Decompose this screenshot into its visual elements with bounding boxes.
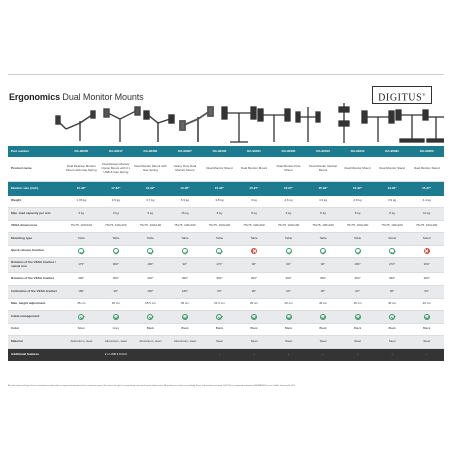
check-icon <box>355 314 361 320</box>
check-icon <box>113 314 119 320</box>
table-cell: 15-27" <box>237 181 272 196</box>
table-cell: Black <box>202 323 237 335</box>
table-cell: Black <box>133 323 168 335</box>
table-row <box>8 257 444 272</box>
comparison-table-body <box>8 146 444 361</box>
table-row <box>8 310 444 323</box>
table-cell: 9 kg <box>99 207 134 220</box>
table-cell: Steel <box>306 335 341 348</box>
table-cell: 8 kg <box>237 207 272 220</box>
table-cell: 180° <box>133 257 168 272</box>
title-rest: Dual Monitor Mounts <box>62 92 144 102</box>
table-cell: 90° <box>375 285 410 298</box>
row-label: VESA dimensions <box>8 220 64 232</box>
table-cell: 13-35" <box>168 181 203 196</box>
table-cell: 175° <box>64 257 99 272</box>
table-cell: 15-27" <box>271 181 306 196</box>
table-cell: 10 kg <box>409 207 444 220</box>
cell-check <box>64 310 99 323</box>
table-cell: 90° <box>237 285 272 298</box>
table-cell: 31.5 cm <box>202 298 237 310</box>
table-cell: Steel <box>237 335 272 348</box>
cell-check <box>340 245 375 257</box>
row-label: Product name <box>8 157 64 181</box>
cell-check <box>237 310 272 323</box>
cell-check <box>133 310 168 323</box>
cross-icon <box>251 248 257 254</box>
table-cell: 8 kg <box>271 207 306 220</box>
table-cell: 360° <box>340 272 375 285</box>
table-cell: 8 kg <box>340 207 375 220</box>
table-cell: 15-32" <box>340 181 375 196</box>
table-cell: DA-90400 <box>202 146 237 157</box>
table-cell: 90° <box>306 257 341 272</box>
table-cell: DA-90350 <box>64 146 99 157</box>
table-cell: Table <box>99 232 134 245</box>
table-cell: 75x75, 100x100 <box>340 220 375 232</box>
product-image-2 <box>104 107 140 142</box>
product-image-11 <box>427 117 444 142</box>
table-cell: 75x75, 100x100 <box>99 220 134 232</box>
table-cell: Table <box>237 232 272 245</box>
cell-cross <box>237 245 272 257</box>
table-cell: 90° <box>202 285 237 298</box>
table-cell: 75x75, 100x100 <box>133 220 168 232</box>
cell-check <box>133 245 168 257</box>
cell-check <box>64 245 99 257</box>
table-cell: Steel <box>202 335 237 348</box>
row-label: Material <box>8 335 64 348</box>
comparison-table <box>8 146 444 361</box>
table-cell: 9 kg <box>64 207 99 220</box>
check-icon <box>320 248 326 254</box>
table-cell: - <box>237 348 272 361</box>
row-label: Part number <box>8 146 64 157</box>
table-cell: 46 cm <box>306 298 341 310</box>
check-icon <box>182 248 188 254</box>
table-cell: 75x75, 100x100 <box>306 220 341 232</box>
table-cell: 360° <box>409 257 444 272</box>
table-cell: 45 cm <box>64 298 99 310</box>
row-label: Inclination of the VESA bracket <box>8 285 64 298</box>
table-cell: 360° <box>306 272 341 285</box>
check-icon <box>355 248 361 254</box>
table-cell: 75x75, 100x100 <box>64 220 99 232</box>
table-cell: 3.7 kg <box>133 196 168 207</box>
table-cell: Dual Monitor Mount with Gas Spring <box>133 157 168 181</box>
product-image-9 <box>362 111 394 142</box>
table-cell: 360° <box>133 272 168 285</box>
logo-text: DIGITUS <box>378 92 423 104</box>
table-cell: Dual Monitor Stand <box>409 157 444 181</box>
check-icon <box>389 314 395 320</box>
table-cell: 90° <box>271 285 306 298</box>
cell-check <box>271 310 306 323</box>
table-cell: 13-32" <box>375 181 410 196</box>
product-image-3 <box>144 111 174 142</box>
table-cell: Aluminium, steel <box>168 335 203 348</box>
check-icon <box>113 248 119 254</box>
table-cell: 90° <box>340 285 375 298</box>
table-cell: DA-90363 <box>409 146 444 157</box>
table-cell: 360° <box>409 272 444 285</box>
table-cell: - <box>375 348 410 361</box>
table-cell: DA-90317 <box>99 146 134 157</box>
check-icon <box>182 314 188 320</box>
check-icon <box>320 314 326 320</box>
table-cell: 360° <box>64 272 99 285</box>
product-images-strip <box>8 101 444 145</box>
table-row <box>8 298 444 310</box>
row-label: Max. height adjustment <box>8 298 64 310</box>
row-label: Rotation of the VESA bracket / swivel arm <box>8 257 64 272</box>
cell-check <box>409 310 444 323</box>
table-cell: 75x75, 100x100 <box>202 220 237 232</box>
product-image-1 <box>56 111 95 141</box>
cell-cross <box>409 245 444 257</box>
table-cell: Aluminium, steel <box>99 335 134 348</box>
table-cell: Dual Monitor Mount <box>340 157 375 181</box>
check-icon <box>286 314 292 320</box>
table-cell: Dual Monitor Mount <box>202 157 237 181</box>
table-cell: Black <box>271 323 306 335</box>
table-cell: Black <box>237 323 272 335</box>
table-cell: - <box>306 348 341 361</box>
table-cell: Table <box>271 232 306 245</box>
table-row <box>8 348 444 361</box>
table-cell: Dual Monitor Pole Mount <box>271 157 306 181</box>
header-divider <box>8 74 444 75</box>
table-cell: Table <box>306 232 341 245</box>
table-cell: Heavy Duty Dual Monitor Mount <box>168 157 203 181</box>
table-cell: DA-90401 <box>237 146 272 157</box>
table-cell: 4.4 kg <box>409 196 444 207</box>
table-cell: DA-90405 <box>271 146 306 157</box>
table-cell: 45 cm <box>237 298 272 310</box>
table-cell: Dual Design Monitor Clamp Mount with 2 x USB & Gas Spring <box>99 157 134 181</box>
cell-check <box>340 310 375 323</box>
table-cell: DA-90381 <box>375 146 410 157</box>
row-label: Quick release function <box>8 245 64 257</box>
table-cell: Black <box>375 323 410 335</box>
table-cell: Black <box>409 323 444 335</box>
table-row <box>8 157 444 181</box>
table-cell: 180° <box>340 257 375 272</box>
table-cell: - <box>340 348 375 361</box>
cell-check <box>202 245 237 257</box>
table-cell: 360° <box>99 272 134 285</box>
table-cell: Steel <box>340 335 375 348</box>
table-cell: 15-32" <box>64 181 99 196</box>
check-icon <box>286 248 292 254</box>
product-image-8 <box>339 103 349 143</box>
product-image-4 <box>180 107 213 142</box>
table-cell: 35.5 cm <box>133 298 168 310</box>
cross-icon <box>424 248 430 254</box>
table-cell: 3.8 kg <box>202 196 237 207</box>
check-icon <box>78 314 84 320</box>
cell-check <box>202 310 237 323</box>
table-row <box>8 207 444 220</box>
table-cell: 4.6 kg <box>271 196 306 207</box>
cell-check <box>99 310 134 323</box>
table-cell: Stand <box>375 232 410 245</box>
title-bold: Ergonomics <box>9 92 61 102</box>
table-cell: 35 cm <box>99 298 134 310</box>
product-image-7 <box>296 107 320 142</box>
table-cell: DA-90327 <box>168 146 203 157</box>
table-cell: 90° <box>237 257 272 272</box>
row-label: Rotation of the VESA bracket <box>8 272 64 285</box>
cell-check <box>168 245 203 257</box>
table-row <box>8 232 444 245</box>
table-cell <box>133 348 168 361</box>
table-cell: 4.3 kg <box>306 196 341 207</box>
row-label: Cable management <box>8 310 64 323</box>
table-cell: 270° <box>375 257 410 272</box>
table-cell: 2.8 kg <box>340 196 375 207</box>
table-cell: Dual Monitor Mount <box>237 157 272 181</box>
table-cell: Silver <box>64 323 99 335</box>
table-cell: 46 cm <box>375 298 410 310</box>
table-cell: 1.45 kg <box>64 196 99 207</box>
row-label: Monitor size (inch) <box>8 181 64 196</box>
cell-check <box>99 245 134 257</box>
table-cell <box>64 348 99 361</box>
table-cell: Black <box>340 323 375 335</box>
table-cell: Dual Desktop Monitor Mount with Gas Spring <box>64 157 99 181</box>
table-cell: 45 cm <box>340 298 375 310</box>
table-cell: 270° <box>202 257 237 272</box>
table-row <box>8 196 444 207</box>
table-cell: 180° <box>133 285 168 298</box>
table-cell: Steel <box>271 335 306 348</box>
table-row <box>8 335 444 348</box>
table-cell: 9 kg <box>133 207 168 220</box>
table-cell: 180° <box>64 285 99 298</box>
check-icon <box>251 314 257 320</box>
product-image-10 <box>396 110 428 142</box>
table-cell <box>168 348 203 361</box>
table-cell: 75x75, 100x100 <box>237 220 272 232</box>
row-label: Max. load capacity per arm <box>8 207 64 220</box>
product-image-6 <box>258 109 290 142</box>
table-cell: 90° <box>409 285 444 298</box>
cell-check <box>306 310 341 323</box>
table-cell: Stand <box>409 232 444 245</box>
table-cell: 13-32" <box>133 181 168 196</box>
table-cell: 180° <box>168 285 203 298</box>
table-cell: Table <box>133 232 168 245</box>
cell-check <box>168 310 203 323</box>
table-cell: 17-32" <box>99 181 134 196</box>
check-icon <box>389 248 395 254</box>
table-cell: Aluminium, steel <box>64 335 99 348</box>
table-cell: 15 kg <box>168 207 203 220</box>
table-cell: Dual Monitor Stand <box>375 157 410 181</box>
table-cell: Black <box>306 323 341 335</box>
table-cell: DA-90310 <box>340 146 375 157</box>
table-cell: - <box>271 348 306 361</box>
table-cell: 6.9 kg <box>168 196 203 207</box>
table-cell: Black <box>168 323 203 335</box>
table-cell: Table <box>202 232 237 245</box>
table-cell: 8 kg <box>202 207 237 220</box>
cell-check <box>271 245 306 257</box>
table-cell: 46 cm <box>409 298 444 310</box>
cell-check <box>306 245 341 257</box>
table-cell: 15-27" <box>409 181 444 196</box>
table-row <box>8 285 444 298</box>
table-cell: 15-32" <box>306 181 341 196</box>
check-icon <box>147 248 153 254</box>
logo-registered: ® <box>422 92 426 97</box>
table-cell: 3.6 kg <box>99 196 134 207</box>
table-row <box>8 220 444 232</box>
check-icon <box>147 314 153 320</box>
table-cell: 90° <box>168 257 203 272</box>
table-row <box>8 181 444 196</box>
table-cell: 360° <box>271 272 306 285</box>
footnote: All trade names and logos that are mentioned are trademarks or registered trademarks of their respective owners. We reserve the right to change design and specifications without notice. All products are subject to availability. Errors and omissions excepted. DIGITUS is a registered trademark of ASSMANN Electronic GmbH. Germany 04.2021 <box>8 385 296 387</box>
table-row <box>8 245 444 257</box>
cell-check <box>375 310 410 323</box>
table-cell: Table <box>64 232 99 245</box>
row-label: Weight <box>8 196 64 207</box>
table-row <box>8 272 444 285</box>
table-cell: 90° <box>271 257 306 272</box>
table-cell: 360° <box>375 272 410 285</box>
table-cell: - <box>202 348 237 361</box>
table-cell: 90° <box>306 285 341 298</box>
table-cell: 3.9 kg <box>375 196 410 207</box>
table-cell: - <box>409 348 444 361</box>
table-cell: 15-32" <box>202 181 237 196</box>
table-cell: 46 cm <box>271 298 306 310</box>
check-icon <box>216 314 222 320</box>
row-label: Color <box>8 323 64 335</box>
row-label: Additional features <box>8 348 64 361</box>
table-cell: Steel <box>409 335 444 348</box>
table-cell: 360° <box>202 272 237 285</box>
row-label: Mounting type <box>8 232 64 245</box>
table-cell: 2 x USB 3.0 Port <box>99 348 134 361</box>
check-icon <box>424 314 430 320</box>
table-cell: Table <box>168 232 203 245</box>
table-cell: Table <box>340 232 375 245</box>
table-cell: 75x75, 100x100 <box>168 220 203 232</box>
table-cell: 75x75, 100x100 <box>271 220 306 232</box>
table-cell: 360° <box>168 272 203 285</box>
table-cell: 8 kg <box>306 207 341 220</box>
product-image-5 <box>222 107 256 142</box>
table-cell: 90° <box>99 285 134 298</box>
table-cell: Dual Monitor Vertical Mount <box>306 157 341 181</box>
table-row <box>8 146 444 157</box>
table-cell: Aluminium, steel <box>133 335 168 348</box>
table-row <box>8 323 444 335</box>
table-cell: 75x75, 100x100 <box>375 220 410 232</box>
table-cell: 3 kg <box>237 196 272 207</box>
table-cell: 8 kg <box>375 207 410 220</box>
check-icon <box>216 248 222 254</box>
table-cell: 360° <box>237 272 272 285</box>
table-cell: Grey <box>99 323 134 335</box>
table-cell: 75x75, 100x100 <box>409 220 444 232</box>
cell-check <box>375 245 410 257</box>
check-icon <box>78 248 84 254</box>
table-cell: 45 cm <box>168 298 203 310</box>
table-cell: 360° <box>99 257 134 272</box>
table-cell: DA-90310 <box>306 146 341 157</box>
table-cell: DA-90360 <box>133 146 168 157</box>
table-cell: Steel <box>375 335 410 348</box>
